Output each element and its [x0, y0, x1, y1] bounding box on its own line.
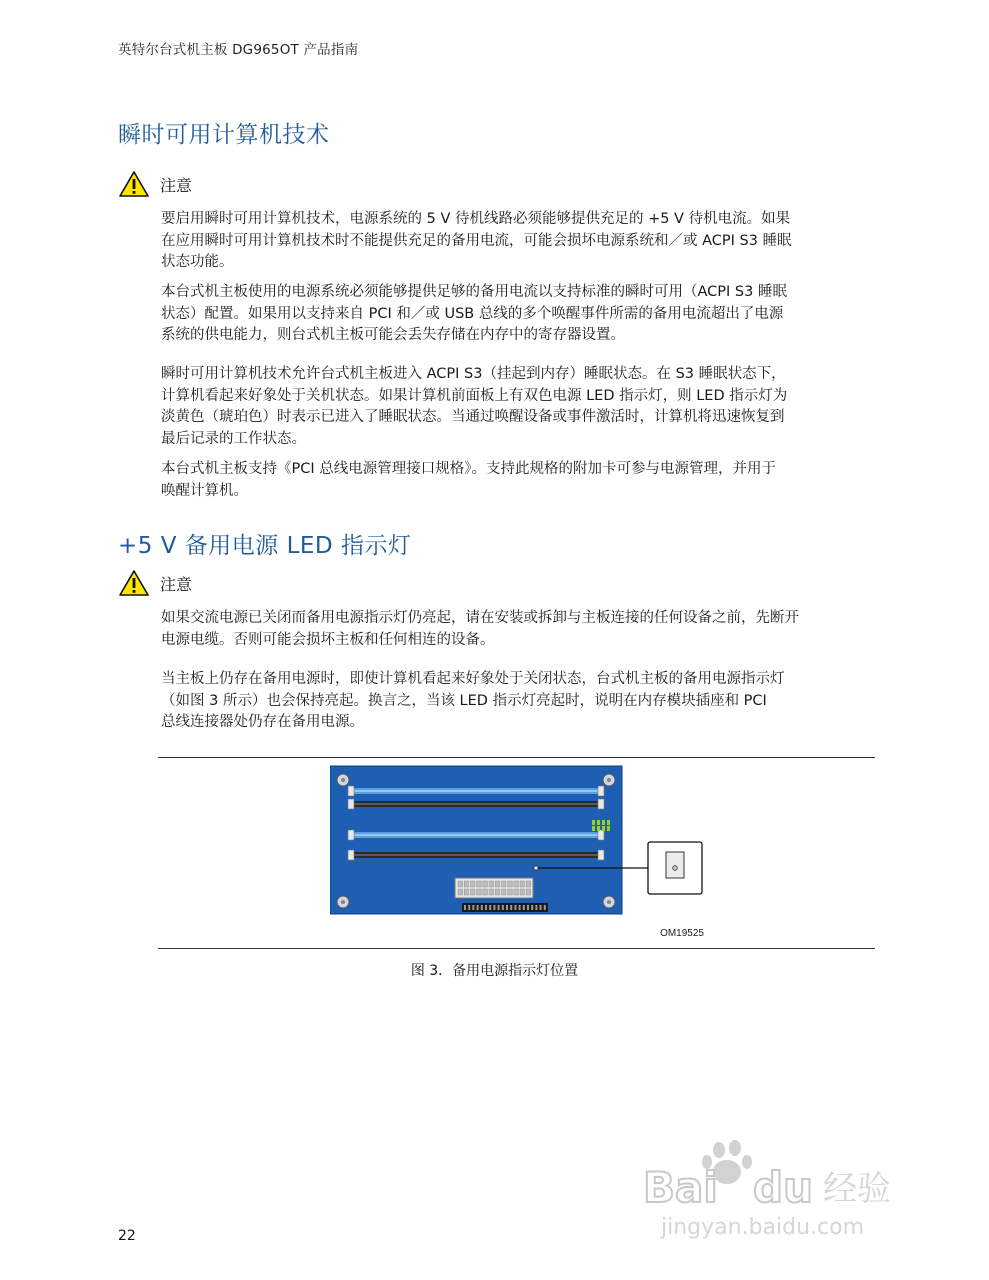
ide-pin	[485, 905, 487, 910]
connector-pin	[526, 889, 531, 895]
connector-pin	[483, 881, 488, 887]
connector-pin	[458, 881, 463, 887]
connector-pin	[470, 881, 475, 887]
ide-pin	[514, 905, 516, 910]
connector-pin	[464, 889, 469, 895]
note-row-1	[118, 170, 192, 198]
watermark-brand: Bai	[643, 1163, 718, 1212]
note-paragraph: 本台式机主板使用的电源系统必须能够提供足够的备用电流以支持标准的瞬时可用（ACPI S3 睡眠 状态）配置。如果用以支持来自 PCI 和／或 USB 总线的多个唤醒事件所需的备用电流超出了电源 系统的供电能力，则台式机主板可能会丢失存储在内存中的寄存器设置。	[161, 284, 787, 343]
warning-icon	[118, 569, 150, 597]
dimm-slot-black	[352, 801, 600, 807]
ide-pin	[506, 905, 508, 910]
ide-pin	[464, 905, 466, 910]
led-callout-component	[666, 852, 684, 878]
connector-pin	[520, 881, 525, 887]
page-number: 22	[118, 1228, 136, 1244]
section-heading-standby-led: +5 V 备用电源 LED 指示灯	[118, 533, 412, 559]
section-heading-instantly-available: 瞬时可用计算机技术	[118, 122, 330, 148]
connector-pin	[495, 881, 500, 887]
connector-pin	[477, 881, 482, 887]
warning-icon	[118, 170, 150, 198]
figure-code: OM19525	[660, 928, 704, 939]
connector-pin	[489, 881, 494, 887]
ide-pin	[531, 905, 533, 910]
connector-pin	[520, 889, 525, 895]
connector-pin	[501, 889, 506, 895]
figure-top-rule	[158, 757, 875, 758]
power-connector	[455, 878, 533, 898]
figure-caption: 图 3．备用电源指示灯位置	[410, 963, 579, 979]
connector-pin	[495, 889, 500, 895]
page-header: 英特尔台式机主板 DG965OT 产品指南	[118, 42, 359, 58]
connector-pin	[508, 889, 513, 895]
connector-pin	[508, 881, 513, 887]
note-label: 注意	[160, 175, 193, 195]
dimm-slot-black	[352, 852, 600, 858]
ide-pin	[535, 905, 537, 910]
connector-pin	[464, 881, 469, 887]
ide-connector	[462, 903, 548, 912]
body-paragraph: 瞬时可用计算机技术允许台式机主板进入 ACPI S3（挂起到内存）睡眠状态。在 S3 睡眠状态下， 计算机看起来好象处于关机状态。如果计算机前面板上有双色电源 LED 指示灯，则 LED 指示灯为 淡黄色（琥珀色）时表示已进入了睡眠状态。当通过唤醒设备或事件激活时，计算机将迅速恢复到 最后记录的工作状态。	[161, 366, 788, 447]
connector-pin	[458, 889, 463, 895]
connector-pin	[477, 889, 482, 895]
connector-pin	[514, 889, 519, 895]
baidu-watermark	[633, 1134, 933, 1244]
motherboard-figure	[330, 764, 710, 942]
ide-pin	[481, 905, 483, 910]
standby-led	[534, 866, 538, 870]
connector-pin	[470, 889, 475, 895]
ide-pin	[472, 905, 474, 910]
ide-pin	[544, 905, 546, 910]
connector-pin	[483, 889, 488, 895]
ide-pin	[510, 905, 512, 910]
connector-pin	[501, 881, 506, 887]
ide-pin	[523, 905, 525, 910]
note-row-2	[118, 569, 192, 597]
dimm-slot-blue	[352, 788, 600, 794]
ide-pin	[468, 905, 470, 910]
ide-pin	[540, 905, 542, 910]
watermark-url: jingyan.baidu.com	[661, 1215, 865, 1240]
ide-pin	[527, 905, 529, 910]
dimm-slot-blue	[352, 832, 600, 838]
body-paragraph: 本台式机主板支持《PCI 总线电源管理接口规格》。支持此规格的附加卡可参与电源管理，并用于 唤醒计算机。	[161, 461, 777, 499]
connector-pin	[526, 881, 531, 887]
figure-bottom-rule	[158, 948, 875, 949]
body-paragraph: 当主板上仍存在备用电源时，即使计算机看起来好象处于关闭状态，台式机主板的备用电源指示灯 （如图 3 所示）也会保持亮起。换言之，当该 LED 指示灯亮起时，说明在内存模块插座和 PCI 总线连接器处仍存在备用电源。	[161, 671, 785, 730]
ide-pin	[493, 905, 495, 910]
watermark-brand2: du	[753, 1163, 813, 1212]
ide-pin	[498, 905, 500, 910]
note-paragraph: 要启用瞬时可用计算机技术，电源系统的 5 V 待机线路必须能够提供充足的 +5 V 待机电流。如果 在应用瞬时可用计算机技术时不能提供充足的备用电流，可能会损坏电源系统和／或 ACPI S3 睡眠 状态功能。	[161, 211, 792, 270]
ide-pin	[477, 905, 479, 910]
watermark-product: 经验	[823, 1169, 891, 1209]
connector-pin	[489, 889, 494, 895]
ide-pin	[489, 905, 491, 910]
connector-pin	[514, 881, 519, 887]
note-paragraph: 如果交流电源已关闭而备用电源指示灯仍亮起，请在安装或拆卸与主板连接的任何设备之前，先断开 电源电缆。否则可能会损坏主板和任何相连的设备。	[161, 610, 799, 648]
note-label: 注意	[160, 574, 193, 594]
ide-pin	[502, 905, 504, 910]
ide-pin	[519, 905, 521, 910]
